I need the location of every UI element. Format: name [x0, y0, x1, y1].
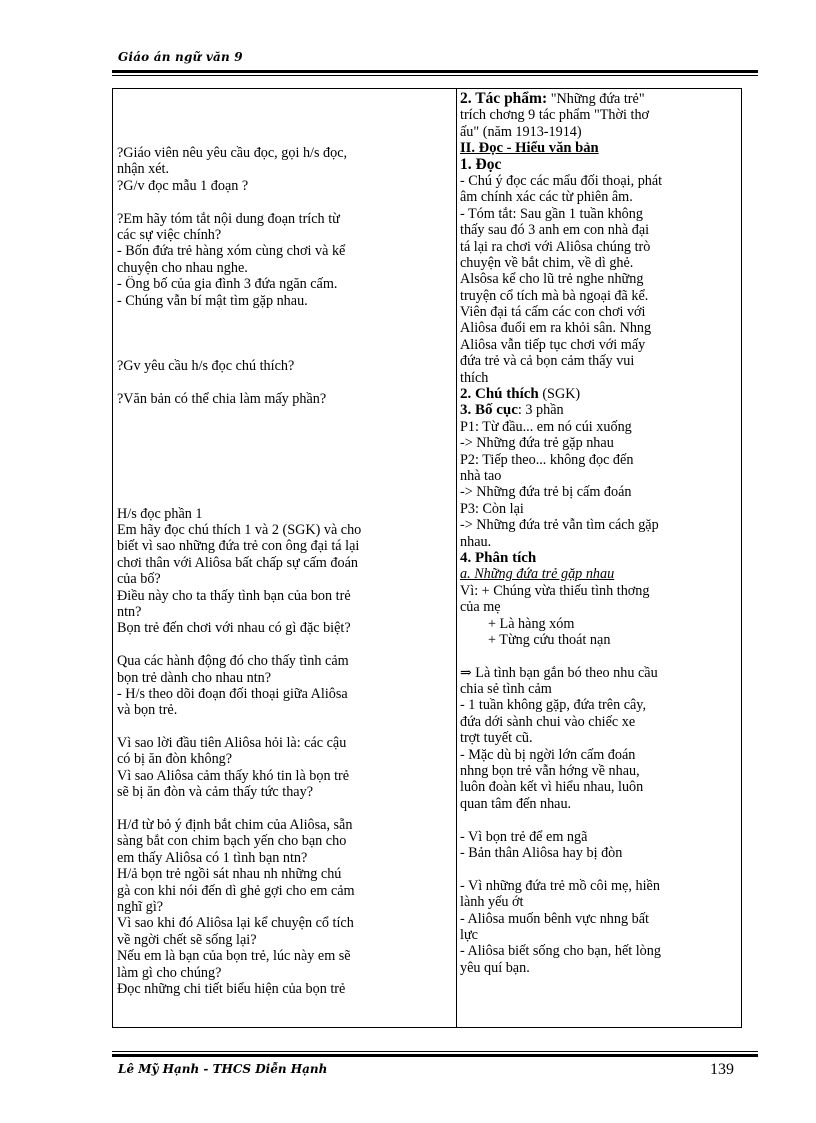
- activity-line: sẽ bị ăn đòn và cảm thấy tức thay?: [117, 784, 313, 801]
- layout-line: [460, 402, 738, 418]
- read-summary-line: Viên đại tá cấm các con chơi với: [460, 304, 646, 321]
- blank-line: [117, 473, 450, 489]
- reason-line: + Từng cứu thoát nạn: [488, 631, 611, 648]
- header-rule-thin: [112, 75, 758, 76]
- analysis-detail-line: - Bản thân Aliôsa hay bị đòn: [460, 844, 623, 861]
- analysis-detail-line: quan tâm đến nhau.: [460, 795, 572, 812]
- notes-heading: 2. Chú thích: [460, 386, 539, 403]
- activity-line: nghĩ gì?: [117, 898, 164, 915]
- reason-line: của mẹ: [460, 599, 501, 616]
- read-summary-line: đứa trẻ và cả bọn cảm thấy vui: [460, 353, 635, 370]
- read-summary-line: truyện cổ tích mà bà ngoại đã kể.: [460, 287, 649, 304]
- activity-line: và bọn trẻ.: [117, 702, 178, 719]
- activity-line: nhận xét.: [117, 161, 170, 178]
- footer-author: Lê Mỹ Hạnh - THCS Diễn Hạnh: [118, 1062, 328, 1076]
- analysis-detail-line: đứa dới sành chui vào chiếc xe: [460, 713, 636, 730]
- column-divider: [456, 89, 457, 1027]
- blank-line: [117, 309, 450, 325]
- activity-line: bọn trẻ dành cho nhau ntn?: [117, 669, 272, 686]
- blank-line: [117, 456, 450, 472]
- activity-line: có bị ăn đòn không?: [117, 751, 233, 768]
- read-summary-line: Aliôsa vẫn tiếp tục chơi với mấy: [460, 336, 646, 353]
- blank-line: [117, 325, 450, 341]
- blank-line: [117, 440, 450, 456]
- work-text-line: trích chơng 9 tác phẩm "Thời thơ: [460, 107, 650, 124]
- blank-line: [117, 194, 450, 210]
- activity-line: Vì sao Aliôsa cảm thấy khó tin là bọn trẻ: [117, 767, 350, 784]
- analysis-detail-line: - Aliôsa muốn bênh vực nhng bất: [460, 910, 649, 927]
- activity-line: Em hãy đọc chú thích 1 và 2 (SGK) và cho: [117, 521, 362, 538]
- page-header-title: Giáo án ngữ văn 9: [118, 50, 243, 64]
- analysis-detail-line: trợt tuyết cũ.: [460, 730, 533, 747]
- layout-suffix: : 3 phần: [517, 402, 564, 419]
- analysis-detail-line: lực: [460, 926, 478, 943]
- double-arrow-right-icon: ⇒: [460, 665, 472, 681]
- layout-line: -> Những đứa trẻ vẫn tìm cách gặp: [460, 517, 659, 534]
- blank-line: [117, 637, 450, 653]
- activity-line: H/ả bọn trẻ ngồi sát nhau nh những chú: [117, 866, 342, 883]
- layout-line: P1: Từ đầu... em nó cúi xuống: [460, 418, 632, 435]
- activity-line: ?Em hãy tóm tắt nội dung đoạn trích từ: [117, 210, 340, 227]
- work-text: "Những đứa trẻ": [547, 91, 645, 107]
- activity-line: Vì sao khi đó Aliôsa lại kể chuyện cổ tích: [117, 915, 354, 932]
- work-line: [460, 91, 738, 107]
- activity-line: ?Giáo viên nêu yêu cầu đọc, gọi h/s đọc,: [117, 145, 348, 161]
- conclusion-text: Là tình bạn gắn bó theo nhu cầu: [471, 664, 658, 681]
- reason-line: + Là hàng xóm: [488, 615, 575, 632]
- activity-line: biết vì sao những đứa trẻ con ông đại tá lại: [117, 538, 360, 555]
- heading-analysis: 4. Phân tích: [460, 549, 537, 566]
- activity-line: Điều này cho ta thấy tình bạn của bon trẻ: [117, 587, 351, 604]
- activity-line: các sự việc chính?: [117, 226, 222, 243]
- activity-line: em thấy Aliôsa có 1 tình bạn ntn?: [117, 849, 308, 866]
- read-summary-line: âm chính xác các từ phiên âm.: [460, 189, 633, 206]
- activity-line: Bọn trẻ đến chơi với nhau có gì đặc biệt?: [117, 620, 351, 637]
- blank-line: [117, 719, 450, 735]
- work-label: 2. Tác phẩm:: [460, 91, 548, 107]
- lesson-table: [112, 88, 742, 1028]
- page-number: 139: [710, 1061, 734, 1078]
- activity-line: Vì sao lời đầu tiên Aliôsa hỏi là: các cậu: [117, 735, 347, 752]
- activity-line: - Bốn đứa trẻ hàng xóm cùng chơi và kể: [117, 243, 346, 260]
- notes-line: [460, 386, 738, 402]
- layout-line: nhau.: [460, 533, 492, 550]
- activity-line: - H/s theo dõi đoạn đối thoại giữa Aliôsa: [117, 685, 348, 702]
- read-summary-line: - Chú ý đọc các mẩu đối thoại, phát: [460, 172, 663, 189]
- layout-line: -> Những đứa trẻ gặp nhau: [460, 435, 614, 452]
- heading-read: 1. Đọc: [460, 156, 502, 173]
- activity-line: về ngời chết sẽ sống lại?: [117, 931, 257, 948]
- blank-line: [117, 489, 450, 505]
- section-heading-reading: II. Đọc - Hiểu văn bản: [460, 140, 599, 157]
- activity-line: làm gì cho chúng?: [117, 964, 222, 981]
- read-summary-line: tá lại ra chơi với Aliôsa chúng trò: [460, 238, 651, 255]
- activity-line: gà con khi nói đến dì ghẻ gợi cho em cảm: [117, 882, 355, 899]
- activity-line: - Ông bố của gia đình 3 đứa ngăn cấm.: [117, 276, 338, 293]
- blank-line: [117, 801, 450, 817]
- analysis-detail-line: luôn đoàn kết vì hiểu nhau, luôn: [460, 779, 644, 796]
- header-rule-thick: [112, 70, 758, 73]
- analysis-detail-line: nhng bọn trẻ vẫn hớng về nhau,: [460, 763, 640, 780]
- blank-line: [117, 374, 450, 390]
- layout-line: P3: Còn lại: [460, 500, 524, 517]
- subheading-a: a. Những đứa trẻ gặp nhau: [460, 566, 615, 583]
- analysis-detail-line: yêu quí bạn.: [460, 959, 530, 976]
- conclusion-line: [460, 665, 738, 681]
- activity-line: ?Gv yêu cầu h/s đọc chú thích?: [117, 358, 295, 375]
- activity-line: của bố?: [117, 571, 161, 588]
- reason-line: Vì: + Chúng vừa thiếu tình thơng: [460, 582, 650, 599]
- layout-heading: 3. Bố cục: [460, 402, 518, 419]
- teacher-student-activities-column: [117, 145, 450, 997]
- read-summary-line: thích: [460, 369, 489, 386]
- activity-line: ?Văn bản có thể chia làm mấy phần?: [117, 390, 327, 407]
- activity-line: ?G/v đọc mẫu 1 đoạn ?: [117, 177, 249, 194]
- footer-rule-thin: [112, 1051, 758, 1052]
- activity-line: chuyện cho nhau nghe.: [117, 259, 248, 276]
- read-summary-line: Alsôsa kể cho lũ trẻ nghe những: [460, 271, 644, 288]
- layout-line: P2: Tiếp theo... không đọc đến: [460, 451, 634, 468]
- analysis-detail-line: - Vì những đứa trẻ mồ côi mẹ, hiền: [460, 877, 660, 894]
- activity-line: H/s đọc phần 1: [117, 505, 203, 522]
- layout-line: nhà tao: [460, 467, 502, 484]
- notes-suffix: (SGK): [538, 386, 581, 403]
- read-summary-line: chuyện về bắt chim, về dì ghẻ.: [460, 254, 634, 271]
- read-summary-line: Aliôsa đuổi em ra khỏi sân. Nhng: [460, 320, 652, 337]
- blank-line: [117, 407, 450, 423]
- lesson-content-column: [460, 91, 738, 976]
- activity-line: Nếu em là bạn của bọn trẻ, lúc này em sẽ: [117, 948, 351, 965]
- footer-rule-thick: [112, 1054, 758, 1057]
- analysis-detail-line: lành yếu ớt: [460, 894, 524, 911]
- activity-line: chơi thân với Aliôsa bất chấp sự cấm đoán: [117, 554, 358, 571]
- layout-line: -> Những đứa trẻ bị cấm đoán: [460, 484, 632, 501]
- conclusion-line: chia sẻ tình cảm: [460, 681, 552, 698]
- read-summary-line: thấy sau đó 3 anh em con nhà đại: [460, 222, 650, 239]
- read-summary-line: - Tóm tắt: Sau gần 1 tuần không: [460, 205, 643, 222]
- analysis-detail-line: - Vì bọn trẻ để em ngã: [460, 828, 588, 845]
- activity-line: Đọc những chi tiết biểu hiện của bọn trẻ: [117, 980, 346, 997]
- analysis-detail-line: - Mặc dù bị ngời lớn cấm đoán: [460, 746, 636, 763]
- activity-line: - Chúng vẫn bí mật tìm gặp nhau.: [117, 292, 308, 309]
- activity-line: ntn?: [117, 603, 142, 620]
- activity-line: sàng bắt con chim bạch yến cho bạn cho: [117, 833, 347, 850]
- activity-line: H/đ từ bỏ ý định bắt chim của Aliôsa, sẵn: [117, 817, 353, 834]
- analysis-detail-line: - Aliôsa biết sống cho bạn, hết lòng: [460, 943, 661, 960]
- work-text-line: ấu" (năm 1913-1914): [460, 123, 582, 140]
- activity-line: Qua các hành động đó cho thấy tình cảm: [117, 653, 349, 670]
- blank-line: [117, 342, 450, 358]
- blank-line: [117, 424, 450, 440]
- analysis-detail-line: - 1 tuần không gặp, đứa trên cây,: [460, 697, 647, 714]
